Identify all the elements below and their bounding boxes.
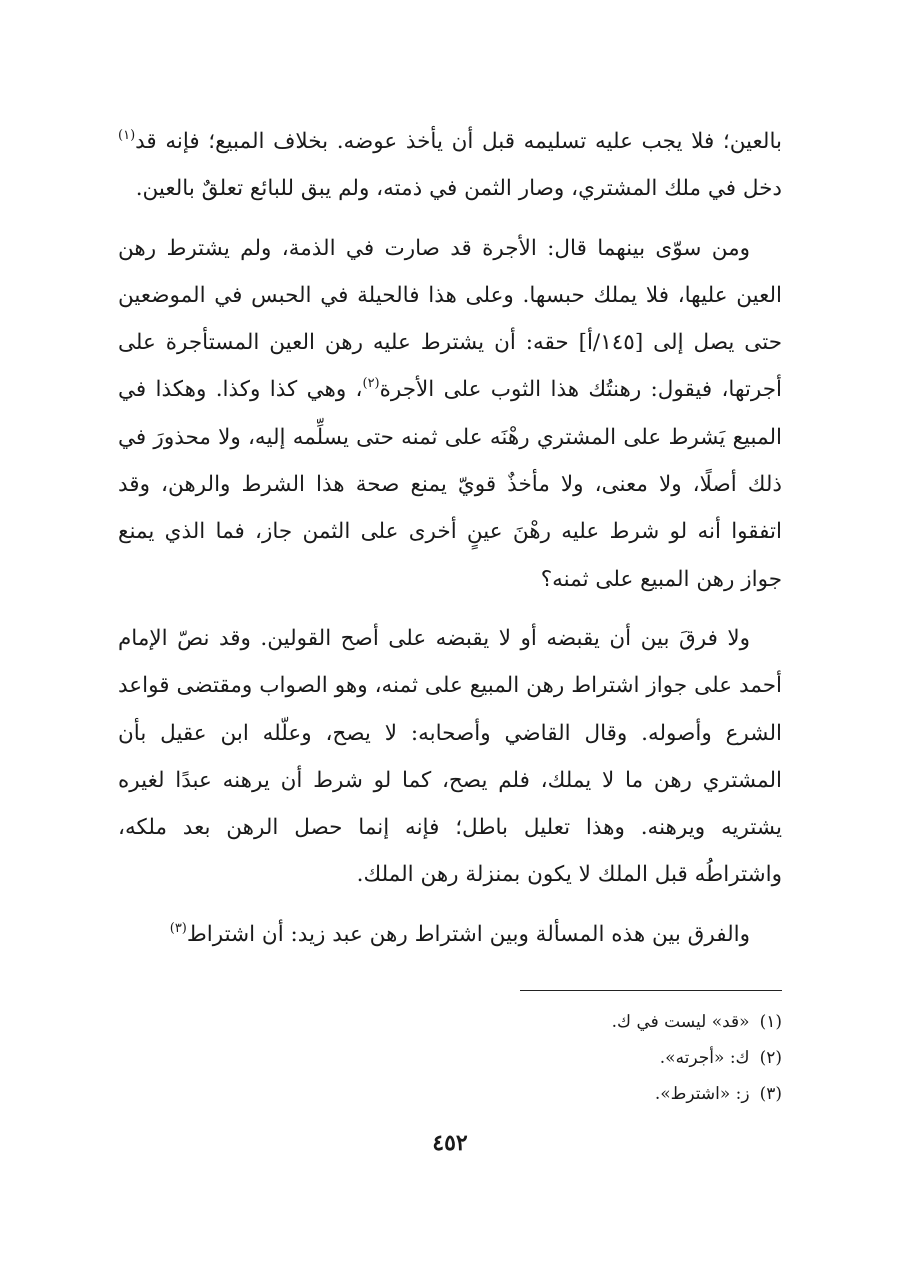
page-number: ٤٥٢	[432, 1130, 468, 1156]
paragraph-3	[118, 615, 782, 899]
footnote-number: (٢)	[759, 1048, 782, 1068]
text-run: دخل في ملك المشتري، وصار الثمن في ذمته، ولم يبق للبائع تعلقٌ بالعين.	[135, 176, 782, 202]
text-run: والفرق بين هذه المسألة وبين اشتراط رهن عبد زيد: أن اشتراط	[186, 921, 750, 947]
main-text	[118, 118, 782, 958]
paragraph-2	[118, 225, 782, 603]
footnote-ref-1: (١)	[118, 128, 136, 143]
paragraph-4	[118, 911, 782, 958]
footnote-ref-2: (٢)	[362, 376, 380, 392]
text-run: ، وهي كذا وكذا. وهكذا في المبيع يَشرط على المشتري رهْنَه على ثمنه حتى يسلِّمه إليه، ولا محذورَ في ذلك أصلًا، ولا معنى، ولا مأخذٌ قويّ يمنع صحة هذا الشرط والرهن، وقد اتفقوا أنه لو شرط عليه رهْنَ عينٍ أخرى على الثمن جاز، فما الذي يمنع جواز رهن المبيع على ثمنه؟	[118, 377, 782, 592]
paragraph-1	[118, 118, 782, 213]
text-run: بالعين؛ فلا يجب عليه تسليمه قبل أن يأخذ عوضه. بخلاف المبيع؛ فإنه قد	[135, 129, 782, 154]
footnote-text: «قد» ليست في ك.	[611, 1012, 750, 1032]
footnote-2	[118, 1040, 782, 1076]
footnote-3	[118, 1076, 782, 1112]
footnote-divider	[520, 990, 782, 991]
footnote-ref-3: (٣)	[169, 920, 187, 936]
text-run: ولا فرقَ بين أن يقبضه أو لا يقبضه على أصح القولين. وقد نصّ الإمام أحمد على جواز اشتراط رهن المبيع على ثمنه، وهو الصواب ومقتضى قواعد الشرع وأصوله. وقال القاضي وأصحابه: لا يصح، وعلّله ابن عقيل بأن المشتري رهن ما لا يملك، فلم يصح، كما لو شرط أن يرهنه عبدًا لغيره يشتريه ويرهنه. وهذا تعليل باطل؛ فإنه إنما حصل الرهن بعد ملكه، واشتراطُه قبل الملك لا يكون بمنزلة رهن الملك.	[118, 625, 782, 888]
footnote-text: ك: «أجرته».	[659, 1048, 750, 1068]
footnote-number: (١)	[759, 1012, 782, 1032]
footnote-text: ز: «اشترط».	[654, 1084, 750, 1104]
footnotes	[118, 1004, 782, 1112]
footnote-number: (٣)	[759, 1084, 782, 1104]
text-run: ومن سوّى بينهما قال: الأجرة قد صارت في الذمة، ولم يشترط رهن العين عليها، فلا يملك حبسها. وعلى هذا فالحيلة في الحبس في الموضعين حتى يصل إلى [١٤٥/أ] حقه: أن يشترط عليه رهن العين المستأجرة على أجرتها، فيقول: رهنتُك هذا الثوب على الأجرة	[118, 235, 783, 403]
footnote-1	[118, 1004, 782, 1040]
